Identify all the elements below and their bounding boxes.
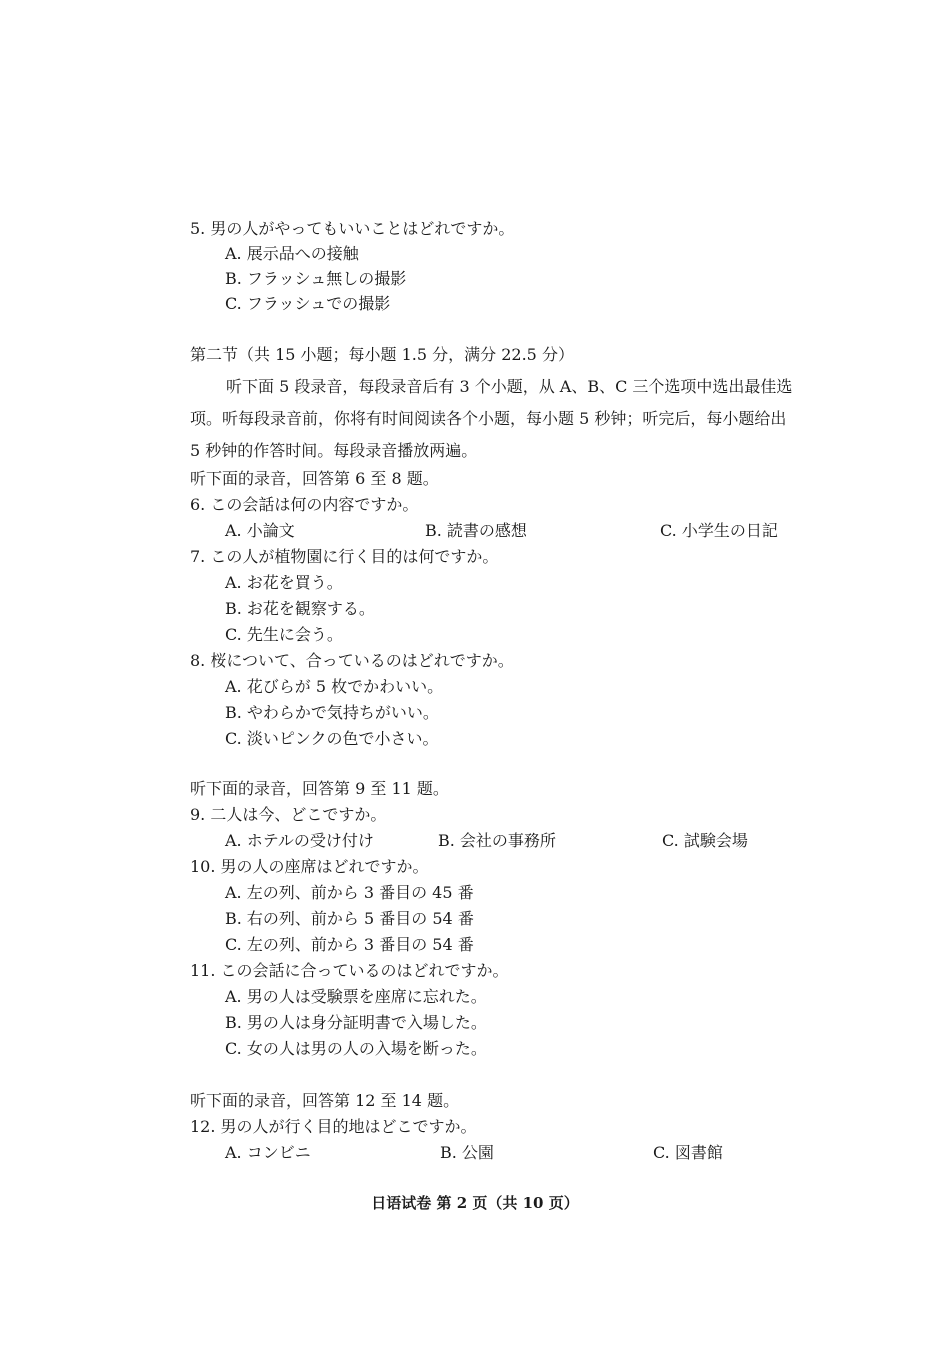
- section-instruction-line-1: 听下面 5 段录音，每段录音后有 3 个小题，从 A、B、C 三个选项中选出最佳选: [226, 377, 793, 396]
- section-instruction-line-2: 项。听每段录音前，你将有时间阅读各个小题，每小题 5 秒钟；听完后，每小题给出: [190, 409, 787, 428]
- q6-option-a: A. 小論文: [225, 521, 295, 540]
- group-heading-6-8: 听下面的录音，回答第 6 至 8 题。: [190, 469, 439, 488]
- group-heading-12-14: 听下面的录音，回答第 12 至 14 题。: [190, 1091, 460, 1110]
- question-9: 9. 二人は今、どこですか。: [190, 805, 387, 824]
- q12-option-a: A. コンビニ: [225, 1143, 311, 1162]
- q8-option-c: C. 淡いピンクの色で小さい。: [225, 729, 439, 748]
- q5-option-b: B. フラッシュ無しの撮影: [225, 269, 407, 288]
- group-heading-9-11: 听下面的录音，回答第 9 至 11 题。: [190, 779, 449, 798]
- q12-option-c: C. 図書館: [653, 1143, 723, 1162]
- section-instruction-line-3: 5 秒钟的作答时间。每段录音播放两遍。: [190, 441, 478, 460]
- q9-option-b: B. 会社の事務所: [438, 831, 556, 850]
- q6-option-c: C. 小学生の日記: [660, 521, 778, 540]
- q7-option-c: C. 先生に会う。: [225, 625, 343, 644]
- q9-option-c: C. 試験会場: [662, 831, 748, 850]
- q7-option-b: B. お花を観察する。: [225, 599, 375, 618]
- q10-option-a: A. 左の列、前から 3 番目の 45 番: [225, 883, 474, 902]
- q5-option-c: C. フラッシュでの撮影: [225, 294, 391, 313]
- question-6: 6. この会話は何の内容ですか。: [190, 495, 419, 514]
- question-10: 10. 男の人の座席はどれですか。: [190, 857, 429, 876]
- q5-option-a: A. 展示品への接触: [225, 244, 359, 263]
- q8-option-a: A. 花びらが 5 枚でかわいい。: [225, 677, 444, 696]
- question-12: 12. 男の人が行く目的地はどこですか。: [190, 1117, 477, 1136]
- q10-option-c: C. 左の列、前から 3 番目の 54 番: [225, 935, 474, 954]
- q7-option-a: A. お花を買う。: [225, 573, 343, 592]
- q9-option-a: A. ホテルの受け付け: [225, 831, 374, 850]
- question-8: 8. 桜について、合っているのはどれですか。: [190, 651, 514, 670]
- q8-option-b: B. やわらかで気持ちがいい。: [225, 703, 439, 722]
- q12-option-b: B. 公園: [440, 1143, 494, 1162]
- q11-option-a: A. 男の人は受験票を座席に忘れた。: [225, 987, 487, 1006]
- q6-option-b: B. 読書の感想: [425, 521, 527, 540]
- question-5: 5. 男の人がやってもいいことはどれですか。: [190, 219, 515, 238]
- page-footer: 日语试卷 第 2 页（共 10 页）: [371, 1194, 579, 1212]
- q11-option-c: C. 女の人は男の人の入場を断った。: [225, 1039, 487, 1058]
- section-title: 第二节（共 15 小题；每小题 1.5 分，满分 22.5 分）: [190, 345, 574, 364]
- question-7: 7. この人が植物園に行く目的は何ですか。: [190, 547, 499, 566]
- q10-option-b: B. 右の列、前から 5 番目の 54 番: [225, 909, 474, 928]
- question-11: 11. この会話に合っているのはどれですか。: [190, 961, 509, 980]
- q11-option-b: B. 男の人は身分証明書で入場した。: [225, 1013, 487, 1032]
